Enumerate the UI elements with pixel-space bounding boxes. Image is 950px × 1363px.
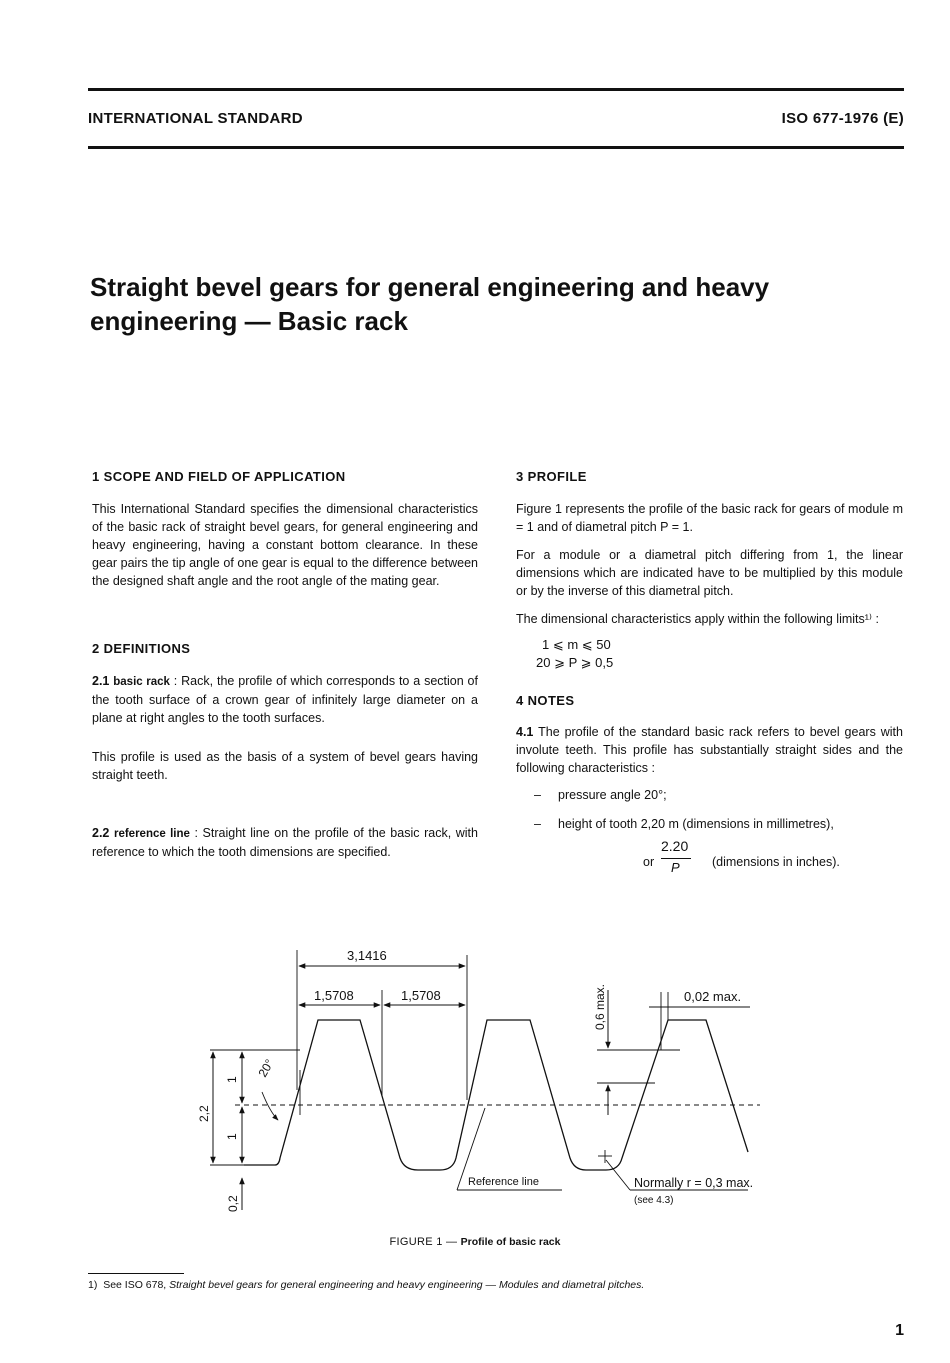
fraction-or: or xyxy=(643,855,655,869)
section-2-paragraph: This profile is used as the basis of a system of bevel gears having straight teeth. xyxy=(92,750,478,782)
left-column xyxy=(92,468,478,861)
definition-2-1-term: basic rack xyxy=(113,676,170,688)
radius-leader xyxy=(606,1160,630,1190)
section-4-heading: 4 NOTES xyxy=(516,693,575,708)
definition-2-2-term: reference line xyxy=(113,828,190,840)
note-4-1-text: The profile of the standard basic rack refers to bevel gears with involute teeth. This profile has substantially straight sides and the following characteristics : xyxy=(516,725,903,775)
figure-caption xyxy=(0,1236,950,1248)
label-reference-line: Reference line xyxy=(468,1176,539,1188)
label-tip-width-max: 0,02 max. xyxy=(684,989,742,1004)
definition-2-1-text: : Rack, the profile of which corresponds to a section of the tooth surface of a crown gear of infinitely large diameter on a plane at right angles to the tooth surfaces. xyxy=(92,674,478,725)
definition-2-1 xyxy=(92,672,478,727)
limit-module: 1 ⩽ m ⩽ 50 xyxy=(542,637,611,652)
header-bottom-rule xyxy=(88,146,904,149)
page-number: 1 xyxy=(895,1322,904,1339)
definition-2-2 xyxy=(92,824,478,861)
section-3-heading: 3 PROFILE xyxy=(516,469,587,484)
figure-caption-prefix: FIGURE 1 — xyxy=(389,1236,461,1248)
list-dash: – xyxy=(534,817,541,831)
title-line-1: Straight bevel gears for general engineering and heavy xyxy=(90,272,770,302)
section-3-paragraph-1: Figure 1 represents the profile of the basic rack for gears of module m = 1 and of diametral pitch P = 1. xyxy=(516,502,903,534)
section-1-body: This International Standard specifies the dimensional characteristics of the basic rack of straight bevel gears, for general engineering and heavy engineering, having a constant bottom clearance. In these gear pairs the tip angle of one gear is equal to the difference between the designed shaft angle and the root angle of the mating gear. xyxy=(92,502,478,588)
running-header xyxy=(88,110,904,130)
header-top-rule xyxy=(88,88,904,91)
fraction-note: (dimensions in inches). xyxy=(712,855,840,869)
footnote-marker: 1) xyxy=(88,1279,98,1291)
note-4-1 xyxy=(516,723,903,777)
angle-arc xyxy=(262,1092,278,1120)
characteristic-pressure-angle-text: pressure angle 20°; xyxy=(558,788,667,802)
footnote xyxy=(88,1279,644,1291)
right-column xyxy=(516,468,903,877)
label-half-pitch-left: 1,5708 xyxy=(314,988,354,1003)
rack-profile-line xyxy=(244,1020,748,1170)
header-document-number: ISO 677-1976 (E) xyxy=(781,110,904,127)
label-radius-see: (see 4.3) xyxy=(634,1195,674,1206)
label-tip-relief-max: 0,6 max. xyxy=(593,983,607,1030)
label-addendum: 1 xyxy=(225,1076,239,1083)
note-4-1-number: 4.1 xyxy=(516,725,534,739)
characteristic-tooth-height-text: height of tooth 2,20 m (dimensions in millimetres), xyxy=(558,817,834,831)
definition-2-1-number: 2.1 xyxy=(92,674,110,688)
label-pressure-angle: 20° xyxy=(255,1056,277,1080)
label-clearance: 0,2 xyxy=(226,1195,240,1212)
section-3-paragraph-3: The dimensional characteristics apply within the following limits¹⁾ : xyxy=(516,612,879,626)
fraction-numerator: 2.20 xyxy=(661,838,689,854)
limits-block xyxy=(516,636,903,672)
fraction-denominator: P xyxy=(671,860,680,875)
list-dash: – xyxy=(534,788,541,802)
label-radius: Normally r = 0,3 max. xyxy=(634,1176,754,1190)
figure-caption-title: Profile of basic rack xyxy=(460,1236,561,1248)
section-1-heading: 1 SCOPE AND FIELD OF APPLICATION xyxy=(92,469,346,484)
definition-2-2-text: : Straight line on the profile of the basic rack, with reference to which the tooth dimensions are specified. xyxy=(92,826,478,859)
header-standard-label: INTERNATIONAL STANDARD xyxy=(88,110,303,127)
characteristic-pressure-angle xyxy=(516,786,903,804)
footnote-text: See ISO 678, xyxy=(103,1279,170,1291)
characteristic-tooth-height xyxy=(516,815,903,833)
section-2-heading: 2 DEFINITIONS xyxy=(92,641,191,656)
document-title xyxy=(90,270,890,338)
footnote-title: Straight bevel gears for general engineering and heavy engineering — Modules and diametral pitches. xyxy=(169,1279,645,1291)
label-height: 2,2 xyxy=(197,1105,211,1122)
label-dedendum: 1 xyxy=(225,1133,239,1140)
label-half-pitch-right: 1,5708 xyxy=(401,988,441,1003)
section-3-paragraph-2: For a module or a diametral pitch differing from 1, the linear dimensions which are indicated have to be multiplied by this module or by the inverse of this diametral pitch. xyxy=(516,548,903,598)
label-pitch: 3,1416 xyxy=(347,948,387,963)
title-line-2: engineering — Basic rack xyxy=(90,306,408,336)
footnote-rule xyxy=(88,1273,184,1274)
inch-fraction xyxy=(516,837,903,877)
limit-diametral-pitch: 20 ⩾ P ⩾ 0,5 xyxy=(536,655,614,670)
basic-rack-figure xyxy=(0,940,950,1230)
definition-2-2-number: 2.2 xyxy=(92,826,110,840)
